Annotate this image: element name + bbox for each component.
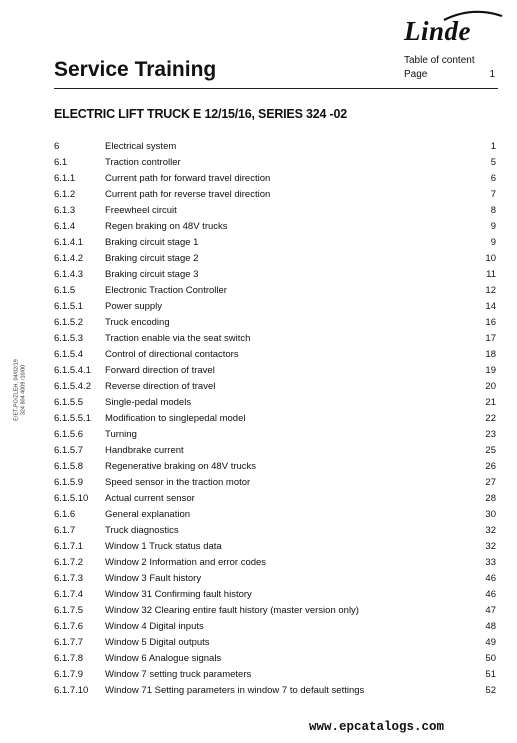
toc-title: Window 71 Setting parameters in window 7 to default settings: [105, 685, 365, 696]
toc-number: 6.1.7.10: [54, 685, 89, 696]
toc-entry[interactable]: [54, 603, 498, 619]
toc-entry[interactable]: [54, 411, 498, 427]
toc-entry[interactable]: [54, 683, 498, 699]
toc-page-number: 49: [485, 637, 496, 648]
toc-number: 6.1.7.9: [54, 669, 84, 680]
toc-title: Power supply: [105, 301, 163, 312]
toc-entry[interactable]: [54, 475, 498, 491]
toc-number: 6: [54, 141, 60, 152]
toc-entry[interactable]: [54, 139, 498, 155]
toc-number: 6.1.3: [54, 205, 76, 216]
toc-entry[interactable]: [54, 379, 498, 395]
toc-title: Window 7 setting truck parameters: [105, 669, 252, 680]
toc-entry[interactable]: [54, 459, 498, 475]
toc-number: 6.1.5.2: [54, 317, 84, 328]
toc-title: General explanation: [105, 509, 191, 520]
toc-page-number: 47: [485, 605, 496, 616]
toc-page-number: 27: [485, 477, 496, 488]
toc-number: 6.1.4.3: [54, 269, 84, 280]
toc-title: Forward direction of travel: [105, 365, 215, 376]
toc-title: Regenerative braking on 48V trucks: [105, 461, 257, 472]
toc-entry[interactable]: [54, 347, 498, 363]
toc-entry[interactable]: [54, 539, 498, 555]
toc-entry[interactable]: [54, 203, 498, 219]
toc-number: 6.1.4: [54, 221, 76, 232]
toc-page-number: 12: [485, 285, 496, 296]
toc-page-number: 10: [485, 253, 496, 264]
toc-entry[interactable]: [54, 251, 498, 267]
toc-title: Window 3 Fault history: [105, 573, 202, 584]
toc-number: 6.1.7.3: [54, 573, 84, 584]
toc-number: 6.1.5.4.2: [54, 381, 91, 392]
toc-entry[interactable]: [54, 555, 498, 571]
toc-title: Truck encoding: [105, 317, 170, 328]
toc-page-number: 14: [485, 301, 496, 312]
toc-title: Braking circuit stage 2: [105, 253, 199, 264]
section-label: Table of content: [404, 55, 475, 66]
toc-page-number: 6: [490, 173, 496, 184]
toc-number: 6.1.4.1: [54, 237, 84, 248]
toc-entry[interactable]: [54, 635, 498, 651]
toc-number: 6.1.6: [54, 509, 76, 520]
toc-title: Freewheel circuit: [105, 205, 177, 216]
toc-title: Window 1 Truck status data: [105, 541, 222, 552]
toc-page-number: 33: [485, 557, 496, 568]
toc-title: Traction enable via the seat switch: [105, 333, 251, 344]
toc-page-number: 46: [485, 589, 496, 600]
toc-page-number: 22: [485, 413, 496, 424]
toc-entry[interactable]: [54, 507, 498, 523]
side-note-line: 324 804 4009 /10/00: [20, 364, 26, 416]
toc-number: 6.1.4.2: [54, 253, 84, 264]
toc-entry[interactable]: [54, 171, 498, 187]
header-divider: [54, 88, 498, 89]
toc-entry[interactable]: [54, 491, 498, 507]
toc-number: 6.1.5.8: [54, 461, 84, 472]
toc-title: Window 2 Information and error codes: [105, 557, 267, 568]
toc-entry[interactable]: [54, 667, 498, 683]
toc-number: 6.1.5.3: [54, 333, 84, 344]
toc-number: 6.1.5: [54, 285, 76, 296]
toc-number: 6.1.5.7: [54, 445, 84, 456]
toc-number: 6.1.5.4: [54, 349, 84, 360]
toc-entry[interactable]: [54, 299, 498, 315]
toc-title: Electrical system: [105, 141, 177, 152]
toc-page-number: 25: [485, 445, 496, 456]
toc-page-number: 28: [485, 493, 496, 504]
toc-page-number: 52: [485, 685, 496, 696]
toc-entry[interactable]: [54, 619, 498, 635]
toc-number: 6.1: [54, 157, 68, 168]
page-label: Page: [404, 69, 428, 80]
toc-title: Single-pedal models: [105, 397, 192, 408]
toc-title: Braking circuit stage 1: [105, 237, 199, 248]
toc-page-number: 30: [485, 509, 496, 520]
toc-entry[interactable]: [54, 235, 498, 251]
toc-number: 6.1.1: [54, 173, 76, 184]
toc-page-number: 18: [485, 349, 496, 360]
toc-page-number: 1: [490, 141, 496, 152]
toc-title: Handbrake current: [105, 445, 184, 456]
toc-number: 6.1.5.5.1: [54, 413, 91, 424]
toc-entry[interactable]: [54, 331, 498, 347]
toc-page-number: 48: [485, 621, 496, 632]
toc-page-number: 19: [485, 365, 496, 376]
toc-title: Window 31 Confirming fault history: [105, 589, 252, 600]
toc-title: Turning: [105, 429, 137, 440]
toc-number: 6.1.7.6: [54, 621, 84, 632]
toc-title: Window 4 Digital inputs: [105, 621, 204, 632]
toc-page-number: 20: [485, 381, 496, 392]
toc-number: 6.1.7.5: [54, 605, 84, 616]
toc-number: 6.1.5.4.1: [54, 365, 91, 376]
toc-number: 6.1.5.6: [54, 429, 84, 440]
side-note-line: E/ET-PO/ZLEH, 04/02/19: [13, 359, 20, 421]
toc-entry[interactable]: [54, 267, 498, 283]
toc-entry[interactable]: [54, 427, 498, 443]
toc-title: Speed sensor in the traction motor: [105, 477, 251, 488]
toc-page-number: 51: [485, 669, 496, 680]
toc-title: Control of directional contactors: [105, 349, 239, 360]
toc-title: Current path for forward travel direction: [105, 173, 271, 184]
toc-page-number: 9: [490, 221, 496, 232]
toc-page-number: 16: [485, 317, 496, 328]
toc-number: 6.1.5.5: [54, 397, 84, 408]
toc-page-number: 32: [485, 541, 496, 552]
page-number: 1: [489, 69, 495, 80]
toc-entry[interactable]: [54, 283, 498, 299]
toc-page-number: 26: [485, 461, 496, 472]
toc-entry[interactable]: [54, 155, 498, 171]
toc-title: Electronic Traction Controller: [105, 285, 227, 296]
toc-number: 6.1.7.2: [54, 557, 84, 568]
toc-number: 6.1.5.1: [54, 301, 84, 312]
toc-page-number: 23: [485, 429, 496, 440]
toc-page-number: 50: [485, 653, 496, 664]
brand-logo: Linde: [404, 16, 471, 46]
toc-entry[interactable]: [54, 395, 498, 411]
toc-entry[interactable]: [54, 315, 498, 331]
footer-url[interactable]: www.epcatalogs.com: [309, 720, 445, 734]
toc-entry[interactable]: [54, 443, 498, 459]
side-note: [14, 359, 27, 421]
table-of-contents: [54, 139, 498, 699]
toc-page-number: 32: [485, 525, 496, 536]
toc-entry[interactable]: [54, 187, 498, 203]
toc-page-number: 21: [485, 397, 496, 408]
toc-page-number: 7: [490, 189, 496, 200]
toc-number: 6.1.7.7: [54, 637, 84, 648]
toc-title: Reverse direction of travel: [105, 381, 216, 392]
toc-title: Window 6 Analogue signals: [105, 653, 222, 664]
toc-page-number: 9: [490, 237, 496, 248]
toc-title: Modification to singlepedal model: [105, 413, 246, 424]
toc-title: Regen braking on 48V trucks: [105, 221, 228, 232]
toc-title: Window 32 Clearing entire fault history (master version only): [105, 605, 359, 616]
toc-page-number: 8: [490, 205, 496, 216]
page-title: Service Training: [54, 58, 217, 81]
toc-entry[interactable]: [54, 587, 498, 603]
toc-number: 6.1.2: [54, 189, 76, 200]
toc-entry[interactable]: [54, 523, 498, 539]
toc-page-number: 46: [485, 573, 496, 584]
toc-page-number: 5: [490, 157, 496, 168]
toc-title: Current path for reverse travel direction: [105, 189, 271, 200]
toc-number: 6.1.7.1: [54, 541, 84, 552]
toc-page-number: 17: [485, 333, 496, 344]
toc-entry[interactable]: [54, 219, 498, 235]
document-title: ELECTRIC LIFT TRUCK E 12/15/16, SERIES 324 -02: [54, 107, 347, 121]
toc-number: 6.1.5.10: [54, 493, 89, 504]
toc-page-number: 11: [486, 269, 496, 280]
toc-title: Traction controller: [105, 157, 181, 168]
toc-number: 6.1.7.4: [54, 589, 84, 600]
toc-title: Actual current sensor: [105, 493, 195, 504]
toc-number: 6.1.5.9: [54, 477, 84, 488]
toc-title: Braking circuit stage 3: [105, 269, 199, 280]
toc-number: 6.1.7: [54, 525, 76, 536]
toc-entry[interactable]: [54, 651, 498, 667]
toc-title: Truck diagnostics: [105, 525, 179, 536]
toc-title: Window 5 Digital outputs: [105, 637, 210, 648]
toc-number: 6.1.7.8: [54, 653, 84, 664]
toc-entry[interactable]: [54, 571, 498, 587]
toc-entry[interactable]: [54, 363, 498, 379]
